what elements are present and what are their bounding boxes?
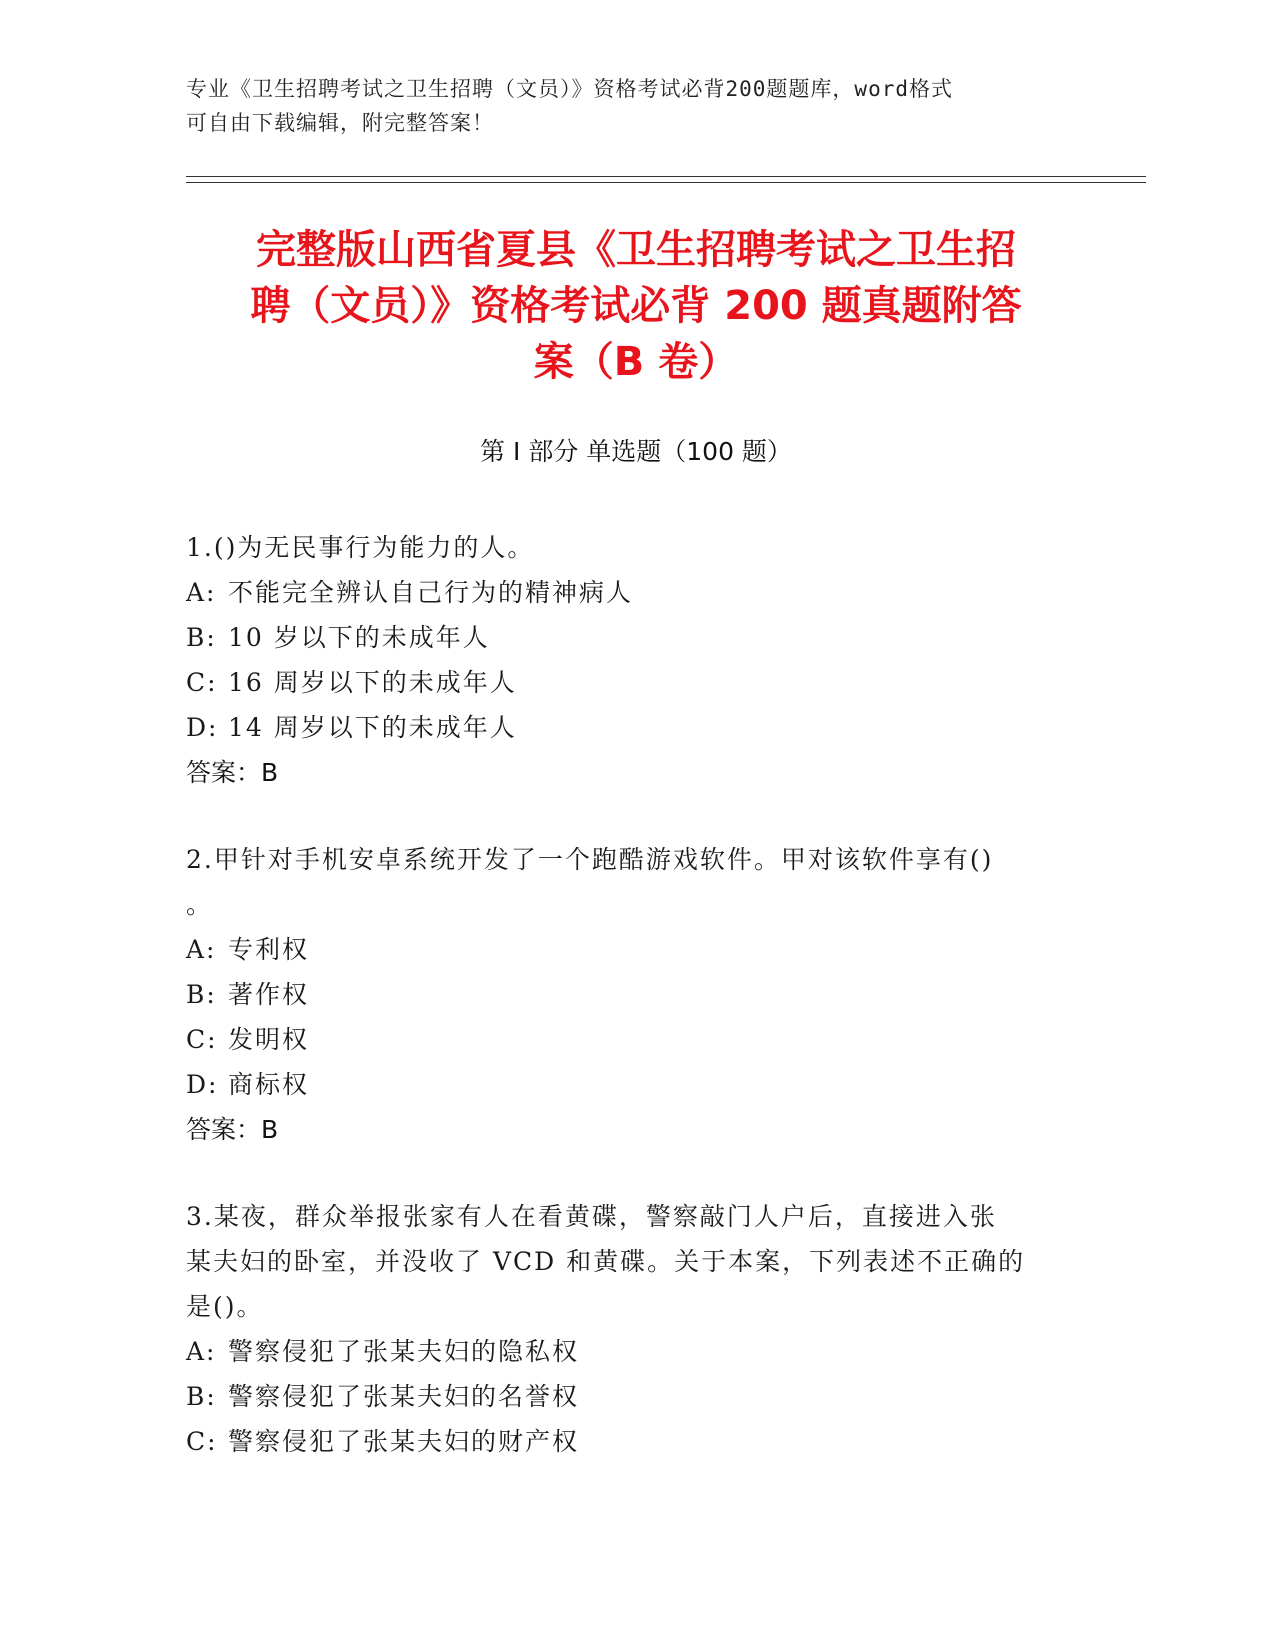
option-key: B:: [186, 623, 217, 652]
option-text: 16 周岁以下的未成年人: [228, 668, 517, 697]
question-stem-line-2: 。: [186, 890, 214, 919]
option-text: 发明权: [228, 1025, 310, 1054]
option-b: [186, 1374, 1066, 1419]
option-text: 警察侵犯了张某夫妇的隐私权: [228, 1337, 580, 1366]
option-text: 警察侵犯了张某夫妇的名誉权: [228, 1382, 580, 1411]
option-text: 10 岁以下的未成年人: [228, 623, 490, 652]
header-note: [186, 72, 1066, 140]
option-key: A:: [186, 1337, 217, 1366]
option-key: D:: [186, 713, 219, 742]
option-a: [186, 927, 1066, 972]
question-1: [186, 525, 1066, 795]
question-stem-line-3: 是()。: [186, 1292, 264, 1321]
header-divider-bottom: [186, 182, 1146, 183]
question-list: [186, 525, 1066, 1506]
option-key: C:: [186, 1025, 218, 1054]
title-line-2: 聘（文员）》资格考试必背 200 题真题附答: [250, 283, 1022, 329]
option-key: D:: [186, 1070, 219, 1099]
option-text: 14 周岁以下的未成年人: [228, 713, 517, 742]
option-key: C:: [186, 1427, 218, 1456]
option-a: [186, 570, 1066, 615]
question-2: [186, 837, 1066, 1152]
header-note-line-2: 可自由下载编辑，附完整答案！: [186, 111, 494, 135]
title-line-1: 完整版山西省夏县《卫生招聘考试之卫生招: [256, 227, 1016, 273]
option-d: [186, 1062, 1066, 1107]
question-stem-line-1: 3.某夜，群众举报张家有人在看黄碟，警察敲门人户后，直接进入张: [186, 1202, 997, 1231]
question-stem-line-1: 2.甲针对手机安卓系统开发了一个跑酷游戏软件。甲对该软件享有(): [186, 845, 994, 874]
option-c: [186, 660, 1066, 705]
section-title: 第 I 部分 单选题（100 题）: [480, 437, 792, 466]
option-b: [186, 972, 1066, 1017]
option-text: 著作权: [228, 980, 310, 1009]
option-text: 不能完全辨认自己行为的精神病人: [228, 578, 634, 607]
option-key: A:: [186, 578, 217, 607]
document-title: [186, 222, 1086, 390]
option-text: 商标权: [228, 1070, 310, 1099]
answer-label: 答案：B: [186, 758, 279, 787]
option-key: A:: [186, 935, 217, 964]
header-note-line-1: 专业《卫生招聘考试之卫生招聘（文员）》资格考试必背200题题库，word格式: [186, 77, 953, 101]
question-stem-line-2: 某夫妇的卧室，并没收了 VCD 和黄碟。关于本案，下列表述不正确的: [186, 1247, 1026, 1276]
option-key: B:: [186, 1382, 217, 1411]
question-stem: 1.()为无民事行为能力的人。: [186, 533, 535, 562]
question-3: [186, 1194, 1066, 1464]
option-key: C:: [186, 668, 218, 697]
option-text: 专利权: [228, 935, 310, 964]
header-divider-top: [186, 176, 1146, 177]
option-a: [186, 1329, 1066, 1374]
option-key: B:: [186, 980, 217, 1009]
option-d: [186, 705, 1066, 750]
title-line-3: 案（B 卷）: [533, 339, 739, 385]
option-c: [186, 1017, 1066, 1062]
answer-label: 答案：B: [186, 1115, 279, 1144]
option-c: [186, 1419, 1066, 1464]
option-b: [186, 615, 1066, 660]
option-text: 警察侵犯了张某夫妇的财产权: [228, 1427, 580, 1456]
